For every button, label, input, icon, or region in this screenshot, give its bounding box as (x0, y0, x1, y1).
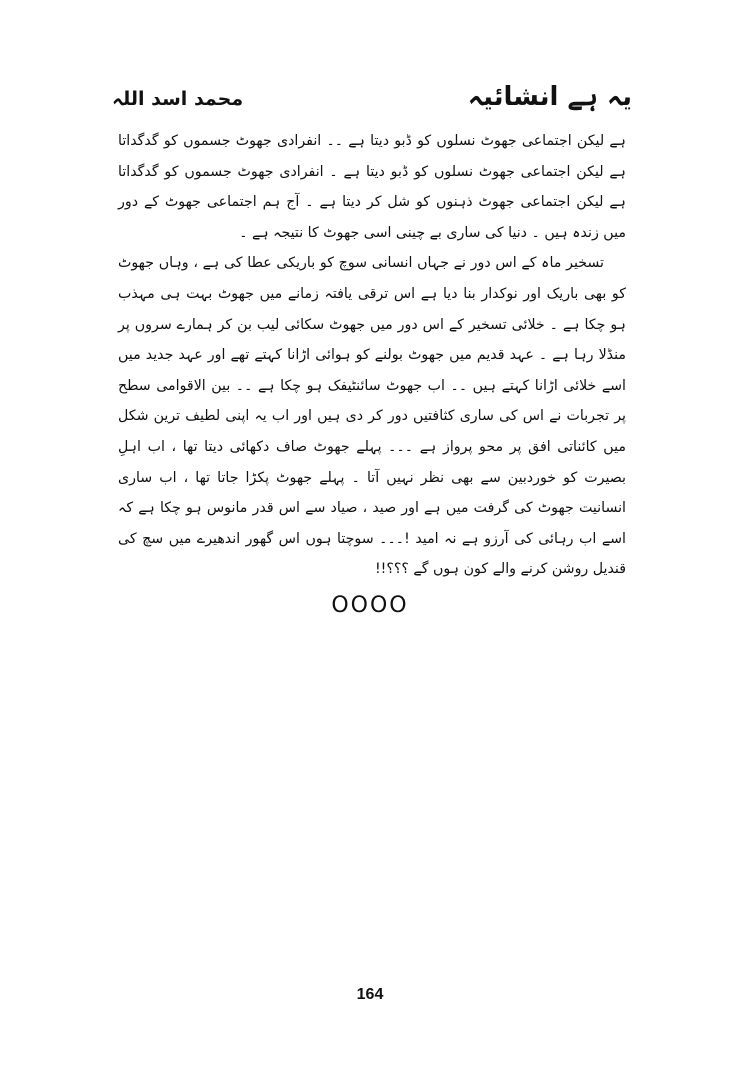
body-text (118, 126, 626, 585)
section-end-ornament: OOOO (331, 593, 409, 618)
author-name: محمد اسد اللہ (112, 88, 244, 110)
chapter-title: یہ ہے انشائیہ (467, 82, 632, 112)
page-number: 164 (356, 986, 384, 1003)
paragraph: ہے لیکن اجتماعی جھوٹ نسلوں کو ڈبو دیتا ہے ۔۔ انفرادی جھوٹ جسموں کو گدگداتا ہے لیکن اجتماعی جھوٹ نسلوں کو ڈبو دیتا ہے ۔ انفرادی جھوٹ جسموں کو گدگداتا ہے لیکن اجتماعی جھوٹ ذہنوں کو شل کر دیتا ہے ۔ آج ہم اجتماعی جھوٹ کے دور میں زندہ ہیں ۔ دنیا کی ساری بے چینی اسی جھوٹ کا نتیجہ ہے ۔ (118, 133, 626, 241)
running-header (112, 80, 632, 118)
paragraph: تسخیر ماہ کے اس دور نے جہاں انسانی سوچ کو باریکی عطا کی ہے ، وہاں جھوٹ کو بھی باریک اور نوکدار بنا دیا ہے اس ترقی یافتہ زمانے میں جھوٹ بہت ہی مہذب ہو چکا ہے ۔ خلائی تسخیر کے اس دور میں جھوٹ سکائی لیب بن کر ہمارے سروں پر منڈلا رہا ہے ۔ عہد قدیم میں جھوٹ بولنے کو ہوائی اڑانا کہتے تھے اور عہد جدید میں اسے خلائی اڑانا کہتے ہیں ۔۔ اب جھوٹ سائنٹیفک ہو چکا ہے ۔۔ بین الاقوامی سطح پر تجربات نے اس کی ساری کثافتیں دور کر دی ہیں اور اب یہ اپنی لطیف ترین شکل میں کائناتی افق پر محو پرواز ہے ۔۔۔ پہلے جھوٹ صاف دکھائی دیتا تھا ، اب اہلِ بصیرت کو خوردبین سے بھی نظر نہیں آتا ۔ پہلے جھوٹ پکڑا جاتا تھا ، اب ساری انسانیت جھوٹ کی گرفت میں ہے اور صید ، صیاد سے اس قدر مانوس ہو چکا ہے کہ اسے اب رہائی کی آرزو ہے نہ امید !۔۔۔ سوچتا ہوں اس گھور اندھیرے میں سچ کی قندیل روشن کرنے والے کون ہوں گے ؟؟؟!! (118, 255, 626, 578)
